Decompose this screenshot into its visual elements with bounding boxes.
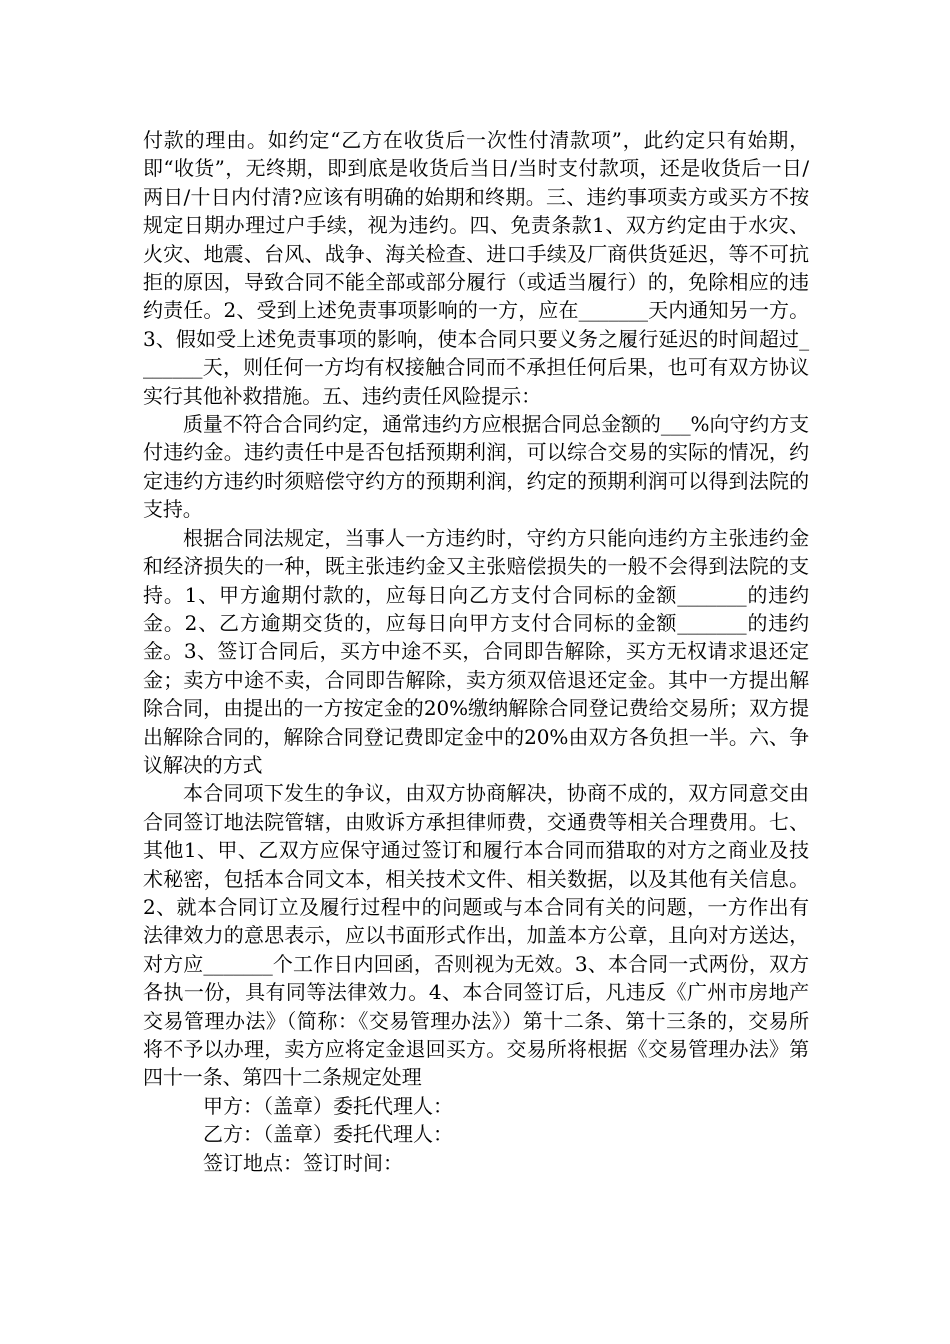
- signature-place-time: 签订地点：签订时间：: [203, 1150, 403, 1175]
- signature-party-b: 乙方：（盖章）委托代理人：: [203, 1122, 453, 1147]
- contract-paragraph-4: 本合同项下发生的争议，由双方协商解决，协商不成的，双方同意交由合同签订地法院管辖，由败诉方承担律师费，交通费等相关合理费用。七、其他1、甲、乙双方应保守通过签订和履行本合同而猎取的对方之商业及技术秘密，包括本合同文本，相关技术文件、相关数据，以及其他有关信息。2、就本合同订立及履行过程中的问题或与本合同有关的问题，一方作出有法律效力的意思表示，应以书面形式作出，加盖本方公章，且向对方送达，对方应_______个工作日内回函，否则视为无效。3、本合同一式两份，双方各执一份，具有同等法律效力。4、本合同签订后，凡违反《广州市房地产交易管理办法》（简称：《交易管理办法》）第十二条、第十三条的，交易所将不予以办理，卖方应将定金退回买方。交易所将根据《交易管理办法》第四十一条、第四十二条规定处理: [143, 781, 809, 1090]
- document-page: [143, 126, 809, 1177]
- contract-paragraph-3: 根据合同法规定，当事人一方违约时，守约方只能向违约方主张违约金和经济损失的一种，既主张违约金又主张赔偿损失的一般不会得到法院的支持。1、甲方逾期付款的，应每日向乙方支付合同标的金额_______的违约金。2、乙方逾期交货的，应每日向甲方支付合同标的金额_______的违约金。3、签订合同后，买方中途不买，合同即告解除，买方无权请求退还定金；卖方中途不卖，合同即告解除，卖方须双倍退还定金。其中一方提出解除合同，由提出的一方按定金的20%缴纳解除合同登记费给交易所；双方提出解除合同的，解除合同登记费即定金中的20%由双方各负担一半。六、争议解决的方式: [143, 525, 809, 777]
- contract-paragraph-1: 付款的理由。如约定“乙方在收货后一次性付清款项”，此约定只有始期，即“收货”，无终期，即到底是收货后当日/当时支付款项，还是收货后一日/两日/十日内付清?应该有明确的始期和终期。三、违约事项卖方或买方不按规定日期办理过户手续，视为违约。四、免责条款1、双方约定由于水灾、火灾、地震、台风、战争、海关检查、进口手续及厂商供货延迟，等不可抗拒的原因，导致合同不能全部或部分履行（或适当履行）的，免除相应的违约责任。2、受到上述免责事项影响的一方，应在_______天内通知另一方。3、假如受上述免责事项的影响，使本合同只要义务之履行延迟的时间超过_______天，则任何一方均有权接触合同而不承担任何后果，也可有双方协议实行其他补救措施。五、违约责任风险提示：: [143, 128, 809, 408]
- signature-party-a: 甲方：（盖章）委托代理人：: [203, 1093, 453, 1118]
- signature-block: [143, 1092, 809, 1177]
- contract-paragraph-2: 质量不符合合同约定，通常违约方应根据合同总金额的___%向守约方支付违约金。违约责任中是否包括预期利润，可以综合交易的实际的情况，约定违约方违约时须赔偿守约方的预期利润，约定的预期利润可以得到法院的支持。: [143, 412, 809, 522]
